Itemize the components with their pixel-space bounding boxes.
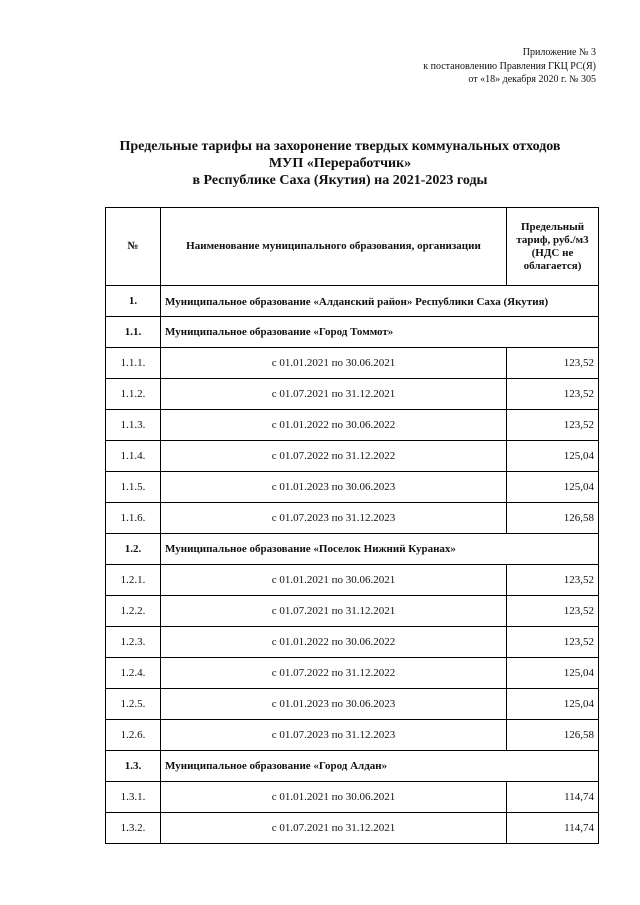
table-row [106,658,599,689]
row-num: 1.2.2. [106,596,161,627]
row-num: 1.2.1. [106,565,161,596]
row-num: 1.1.1. [106,348,161,379]
row-price: 125,04 [507,441,599,472]
document-title [60,138,620,189]
row-price: 125,04 [507,658,599,689]
section-row [106,286,599,317]
row-price: 114,74 [507,813,599,844]
row-period: с 01.07.2023 по 31.12.2023 [161,503,507,534]
table-row [106,720,599,751]
row-price: 123,52 [507,379,599,410]
row-period: с 01.01.2021 по 30.06.2021 [161,348,507,379]
group-num: 1.1. [106,317,161,348]
group-row [106,317,599,348]
row-price: 123,52 [507,596,599,627]
row-price: 123,52 [507,410,599,441]
row-num: 1.2.5. [106,689,161,720]
table-row [106,596,599,627]
annex-note [423,46,596,87]
group-row [106,751,599,782]
row-num: 1.1.2. [106,379,161,410]
group-num: 1.3. [106,751,161,782]
header-num: № [106,208,161,286]
title-line-2: МУП «Переработчик» [268,156,412,171]
row-period: с 01.01.2023 по 30.06.2023 [161,689,507,720]
group-num: 1.2. [106,534,161,565]
row-period: с 01.01.2021 по 30.06.2021 [161,565,507,596]
table-row [106,813,599,844]
row-period: с 01.01.2023 по 30.06.2023 [161,472,507,503]
table-row [106,410,599,441]
row-period: с 01.01.2022 по 30.06.2022 [161,410,507,441]
row-price: 126,58 [507,503,599,534]
row-price: 114,74 [507,782,599,813]
group-row [106,534,599,565]
row-price: 125,04 [507,689,599,720]
table-row [106,472,599,503]
annex-date: от «18» декабря 2020 г. № 305 [468,74,596,85]
table-row [106,627,599,658]
table-row [106,782,599,813]
title-line-1: Предельные тарифы на захоронение твердых коммунальных отходов [119,139,561,154]
annex-reference: к постановлению Правления ГКЦ РС(Я) [423,60,596,72]
row-num: 1.1.6. [106,503,161,534]
row-num: 1.3.1. [106,782,161,813]
row-period: с 01.07.2022 по 31.12.2022 [161,441,507,472]
row-price: 125,04 [507,472,599,503]
row-period: с 01.07.2023 по 31.12.2023 [161,720,507,751]
title-line-3: в Республике Саха (Якутия) на 2021-2023 годы [192,173,488,188]
row-num: 1.2.4. [106,658,161,689]
table-row [106,689,599,720]
row-price: 123,52 [507,565,599,596]
header-name: Наименование муниципального образования, организации [161,208,507,286]
table-row [106,379,599,410]
group-name: Муниципальное образование «Поселок Нижний Куранах» [161,534,599,565]
table-header-row [106,208,599,286]
row-price: 126,58 [507,720,599,751]
section-num: 1. [106,286,161,317]
row-period: с 01.07.2021 по 31.12.2021 [161,379,507,410]
section-name: Муниципальное образование «Алданский район» Республики Саха (Якутия) [161,286,599,317]
row-period: с 01.07.2021 по 31.12.2021 [161,813,507,844]
row-num: 1.1.4. [106,441,161,472]
row-num: 1.2.3. [106,627,161,658]
table-row [106,348,599,379]
header-price: Предельный тариф, руб./м3 (НДС не облагается) [507,208,599,286]
table-row [106,565,599,596]
row-num: 1.1.3. [106,410,161,441]
table-row [106,503,599,534]
table-row [106,441,599,472]
row-price: 123,52 [507,348,599,379]
row-period: с 01.01.2021 по 30.06.2021 [161,782,507,813]
annex-number: Приложение № 3 [522,47,596,58]
row-num: 1.1.5. [106,472,161,503]
group-name: Муниципальное образование «Город Алдан» [161,751,599,782]
row-period: с 01.07.2022 по 31.12.2022 [161,658,507,689]
row-num: 1.2.6. [106,720,161,751]
tariff-table [105,207,599,844]
group-name: Муниципальное образование «Город Томмот» [161,317,599,348]
row-num: 1.3.2. [106,813,161,844]
row-period: с 01.01.2022 по 30.06.2022 [161,627,507,658]
row-period: с 01.07.2021 по 31.12.2021 [161,596,507,627]
row-price: 123,52 [507,627,599,658]
